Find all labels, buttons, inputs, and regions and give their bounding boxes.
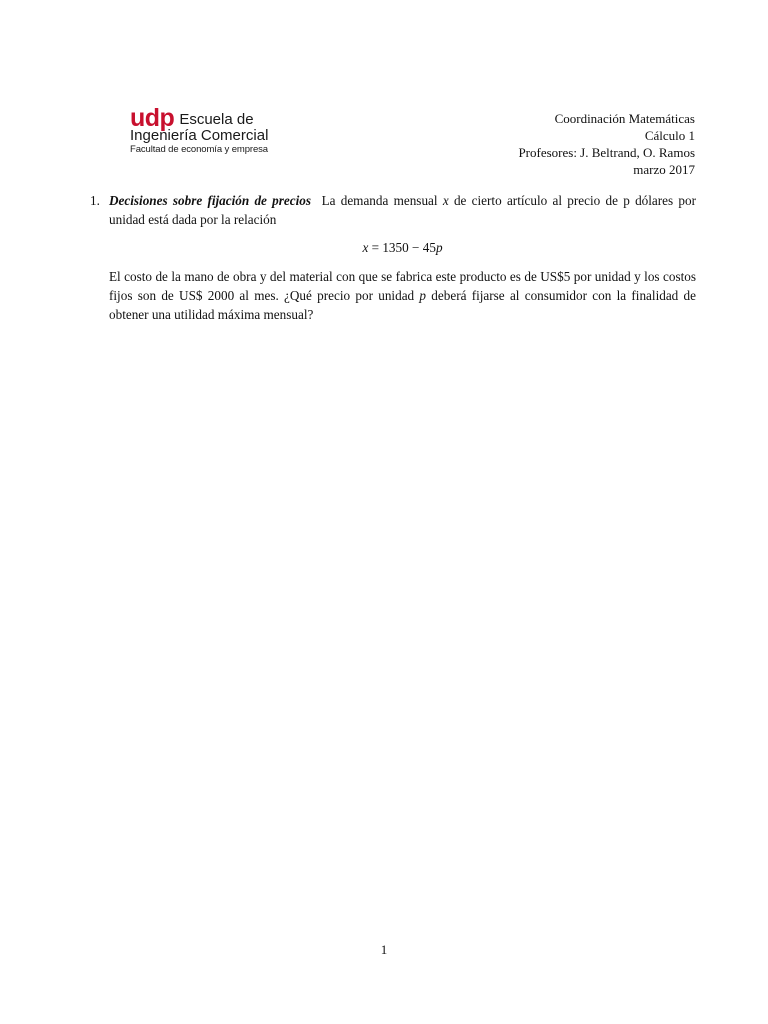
question-text-b: deberá fijarse al consumidor con la finalidad de obtener una utilidad máxima mensual? <box>109 288 697 322</box>
header-coordination: Coordinación Matemáticas <box>554 111 695 126</box>
logo-facultad-text: Facultad de economía y empresa <box>130 144 268 155</box>
logo-ingenieria-text: Ingeniería Comercial <box>130 127 269 144</box>
problem-question <box>109 267 696 324</box>
problem-intro <box>109 191 696 229</box>
equation-mid: = 1350 − 45 <box>368 240 436 255</box>
header-date: marzo 2017 <box>633 162 695 177</box>
document-header <box>518 110 695 178</box>
problem-intro-a: La demanda mensual <box>321 193 443 208</box>
header-course: Cálculo 1 <box>644 128 695 143</box>
logo-escuela-text: Escuela de <box>179 111 254 128</box>
question-var-p: p <box>419 288 427 303</box>
equation-lhs: x <box>362 240 369 255</box>
problem-1 <box>90 191 696 324</box>
problem-title: Decisiones sobre fijación de precios <box>109 193 312 208</box>
demand-equation <box>109 238 696 257</box>
intro-var-x: x <box>442 193 449 208</box>
page-number: 1 <box>380 942 388 957</box>
logo-row <box>130 104 330 132</box>
problem-intro-b: de cierto artículo al precio de p dólares por unidad está dada por la relación <box>109 193 697 227</box>
logo-udp-mark: udp <box>130 104 175 132</box>
problem-number: 1. <box>90 193 100 208</box>
udp-logo <box>130 104 330 154</box>
equation-var-p: p <box>435 240 443 255</box>
question-text-a: El costo de la mano de obra y del material con que se fabrica este producto es de US$5 por unidad y los costos fijos son de US$ 2000 al mes. ¿Qué precio por unidad <box>109 269 696 303</box>
header-professors: Profesores: J. Beltrand, O. Ramos <box>518 145 695 160</box>
